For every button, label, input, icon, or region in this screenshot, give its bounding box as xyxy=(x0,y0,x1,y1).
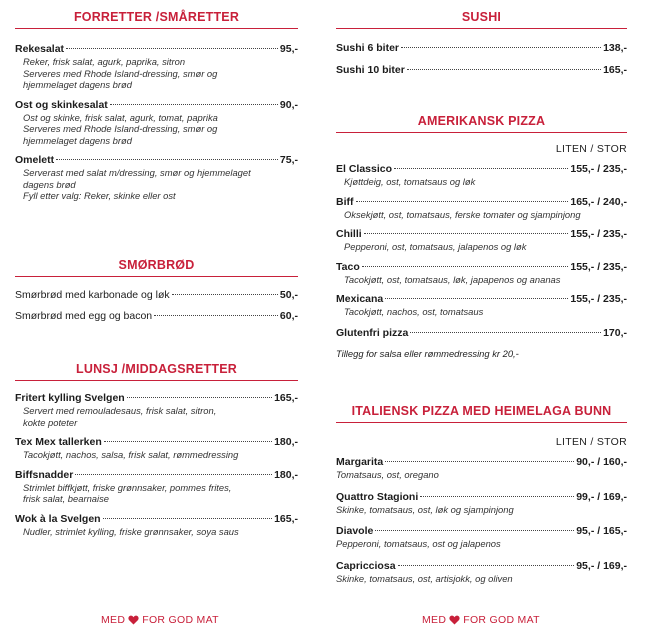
section-title: ITALIENSK PIZZA MED HEIMELAGA BUNN xyxy=(351,404,612,418)
item-description: Pepperoni, tomatsaus, ost og jalapenos xyxy=(336,538,501,549)
menu-item xyxy=(15,98,298,147)
section-rule xyxy=(336,132,627,133)
dot-leader xyxy=(56,159,278,160)
item-name: Fritert kylling Svelgen xyxy=(15,392,125,404)
size-header: LITEN / STOR xyxy=(555,143,627,155)
item-name: Glutenfri pizza xyxy=(336,326,409,339)
item-name: Quattro Stagioni xyxy=(336,490,419,503)
menu-item xyxy=(336,455,627,481)
dot-leader xyxy=(154,315,278,316)
footer-text-pre: MED xyxy=(422,614,447,626)
dot-leader xyxy=(362,266,569,267)
item-price: 165,- xyxy=(274,392,298,404)
menu-item xyxy=(15,42,298,91)
item-name: Mexicana xyxy=(336,293,384,305)
dot-leader xyxy=(172,294,278,295)
dot-leader xyxy=(410,332,601,333)
item-price: 95,- / 169,- xyxy=(576,559,627,572)
item-name: Sushi 6 biter xyxy=(336,42,400,54)
dot-leader xyxy=(364,233,569,234)
dot-leader xyxy=(110,104,278,105)
item-description: Reker, frisk salat, agurk, paprika, sitron Serveres med Rhode Island-dressing, smør og hjemmelaget dagens brød xyxy=(23,56,218,90)
item-name: Biffsnadder xyxy=(15,468,74,481)
item-price: 95,- / 165,- xyxy=(576,525,627,537)
menu-item xyxy=(15,468,298,505)
footer-text-post: FOR GOD MAT xyxy=(463,614,540,626)
size-header: LITEN / STOR xyxy=(555,436,627,448)
dot-leader xyxy=(385,298,568,299)
item-name: Smørbrød med egg og bacon xyxy=(15,310,153,322)
item-price: 165,- xyxy=(274,512,298,525)
item-name: Capricciosa xyxy=(336,559,396,572)
dot-leader xyxy=(375,530,574,531)
menu-item xyxy=(336,162,627,188)
menu-item xyxy=(15,309,298,323)
item-price: 60,- xyxy=(279,310,298,322)
item-price: 180,- xyxy=(274,436,298,448)
footer-slogan xyxy=(101,614,219,626)
item-price: 165,- xyxy=(603,64,627,76)
footer-text-post: FOR GOD MAT xyxy=(142,614,219,626)
item-name: Sushi 10 biter xyxy=(336,64,405,76)
section-sushi xyxy=(336,9,627,77)
item-name: Rekesalat xyxy=(15,43,65,55)
addon-note: Tillegg for salsa eller rømmedressing kr 20,- xyxy=(336,347,519,359)
section-amerikansk-pizza xyxy=(336,113,627,359)
item-description: Kjøttdeig, ost, tomatsaus og løk xyxy=(344,176,476,187)
item-description: Strimlet biffkjøtt, friske grønnsaker, pommes frites, frisk salat, bearnaise xyxy=(23,481,232,504)
item-price: 155,- / 235,- xyxy=(570,163,627,175)
item-description: Tacokjøtt, nachos, salsa, frisk salat, rømmedressing xyxy=(23,449,239,460)
dot-leader xyxy=(407,69,601,70)
dot-leader xyxy=(104,441,272,442)
item-name: Diavole xyxy=(336,525,374,537)
dot-leader xyxy=(356,201,569,202)
item-price: 75,- xyxy=(279,154,298,166)
item-name: Tex Mex tallerken xyxy=(15,436,102,448)
item-price: 90,- / 160,- xyxy=(576,456,627,468)
menu-item xyxy=(15,435,298,461)
dot-leader xyxy=(420,496,574,497)
menu-item xyxy=(336,260,627,286)
section-title: AMERIKANSK PIZZA xyxy=(417,114,546,128)
menu-item xyxy=(336,41,627,55)
menu-item xyxy=(336,559,627,585)
item-description: Serverast med salat m/dressing, smør og hjemmelaget dagens brød Fyll etter valg: Reker, skinke eller ost xyxy=(23,167,251,201)
dot-leader xyxy=(66,48,278,49)
menu-item xyxy=(15,391,298,428)
menu-item xyxy=(336,524,627,550)
item-description: Skinke, tomatsaus, ost, løk og sjampinjong xyxy=(336,503,514,515)
item-price: 90,- xyxy=(279,98,298,111)
item-name: El Classico xyxy=(336,163,393,175)
item-price: 155,- / 235,- xyxy=(570,260,627,273)
section-title: LUNSJ /MIDDAGSRETTER xyxy=(76,362,237,376)
item-name: Chilli xyxy=(336,228,362,240)
item-name: Margarita xyxy=(336,456,384,468)
section-title: SUSHI xyxy=(461,10,502,24)
dot-leader xyxy=(398,565,575,566)
item-price: 50,- xyxy=(279,289,298,301)
item-price: 99,- / 169,- xyxy=(576,490,627,503)
item-description: Servert med remouladesaus, frisk salat, sitron, kokte poteter xyxy=(23,405,217,428)
item-price: 180,- xyxy=(274,468,298,481)
menu-item xyxy=(15,288,298,302)
item-price: 155,- / 235,- xyxy=(570,293,627,305)
item-price: 138,- xyxy=(603,42,627,54)
heart-icon xyxy=(128,615,139,625)
item-description: Nudler, strimlet kylling, friske grønnsaker, soya saus xyxy=(23,525,239,537)
item-name: Taco xyxy=(336,260,360,273)
menu-item xyxy=(336,195,627,221)
dot-leader xyxy=(394,168,568,169)
section-rule xyxy=(336,422,627,423)
item-name: Ost og skinkesalat xyxy=(15,98,108,111)
footer-slogan xyxy=(422,614,540,626)
menu-item xyxy=(336,227,627,253)
menu-item xyxy=(336,326,627,340)
item-name: Omelett xyxy=(15,154,55,166)
dot-leader xyxy=(103,518,272,519)
menu-item xyxy=(15,153,298,202)
dot-leader xyxy=(385,461,574,462)
item-description: Oksekjøtt, ost, tomatsaus, ferske tomater og sjampinjong xyxy=(344,208,581,220)
item-name: Wok à la Svelgen xyxy=(15,512,101,525)
item-name: Biff xyxy=(336,195,354,208)
menu-item xyxy=(336,292,627,318)
item-name: Smørbrød med karbonade og løk xyxy=(15,289,170,301)
dot-leader xyxy=(401,47,601,48)
section-smorbrod xyxy=(15,257,298,323)
item-description: Ost og skinke, frisk salat, agurk, tomat, paprika Serveres med Rhode Island-dressing, smør og hjemmelaget dagens brød xyxy=(23,111,218,146)
item-price: 95,- xyxy=(279,43,298,55)
item-description: Tomatsaus, ost, oregano xyxy=(336,469,439,480)
item-description: Tacokjøtt, nachos, ost, tomatsaus xyxy=(344,306,484,317)
section-lunsj xyxy=(15,361,298,537)
item-price: 170,- xyxy=(603,326,627,339)
section-italiensk-pizza xyxy=(336,403,627,584)
menu-item xyxy=(336,63,627,77)
section-title: FORRETTER /SMÅRETTER xyxy=(73,10,240,24)
item-price: 165,- / 240,- xyxy=(570,195,627,208)
menu-item xyxy=(336,490,627,516)
section-title: SMØRBRØD xyxy=(118,258,195,272)
footer-text-pre: MED xyxy=(101,614,126,626)
item-description: Tacokjøtt, ost, tomatsaus, løk, japapenos og ananas xyxy=(344,273,561,285)
item-description: Skinke, tomatsaus, ost, artisjokk, og oliven xyxy=(336,572,513,584)
dot-leader xyxy=(75,474,272,475)
heart-icon xyxy=(449,615,460,625)
item-description: Pepperoni, ost, tomatsaus, jalapenos og løk xyxy=(344,241,527,252)
dot-leader xyxy=(127,397,272,398)
section-forretter xyxy=(15,9,298,202)
menu-item xyxy=(15,512,298,538)
item-price: 155,- / 235,- xyxy=(570,228,627,240)
